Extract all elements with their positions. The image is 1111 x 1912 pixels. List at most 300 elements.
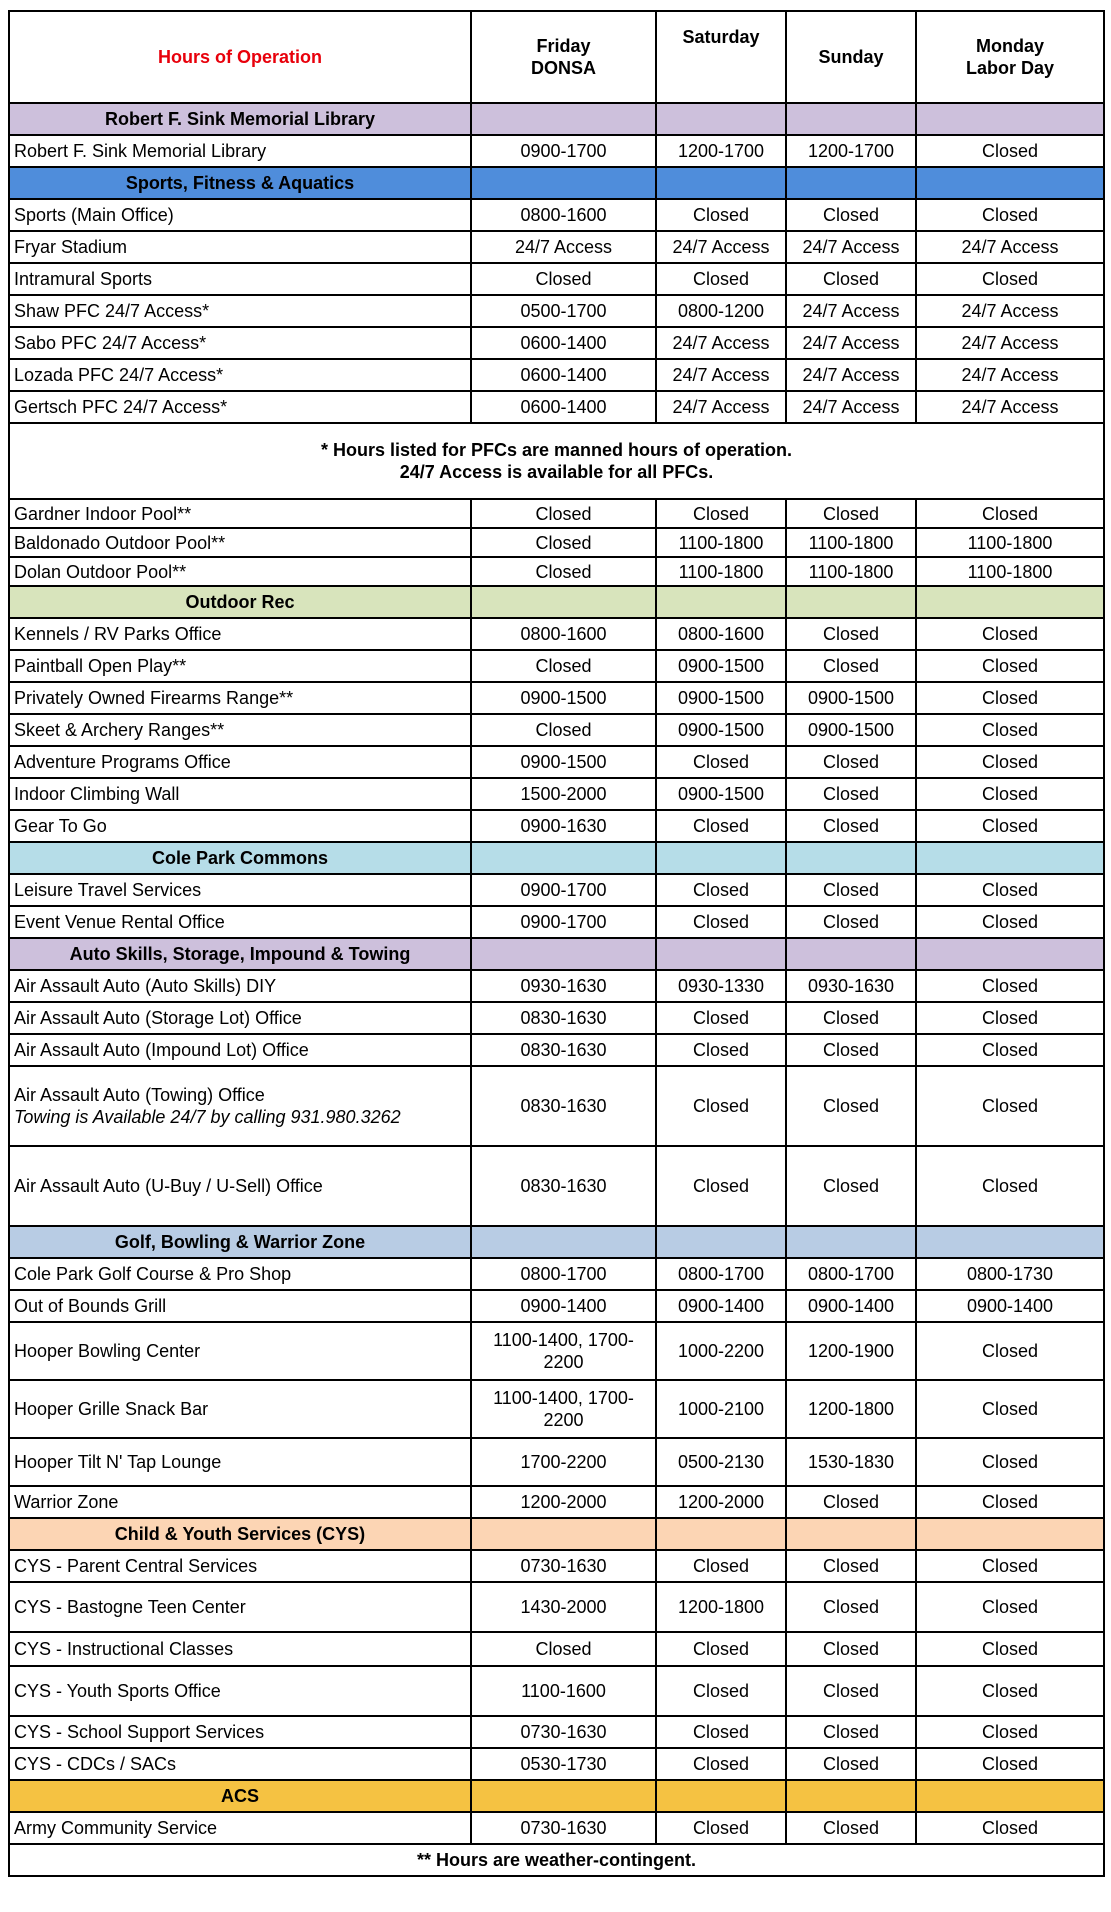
table-row [9,1486,1104,1518]
section-fill-cell [916,103,1104,135]
section-fill-cell [916,1780,1104,1812]
hours-cell-monday: 24/7 Access [916,231,1104,263]
hours-cell-sunday: 0900-1500 [786,714,916,746]
section-fill-cell [786,938,916,970]
table-row [9,1748,1104,1780]
table-row [9,874,1104,906]
table-row [9,714,1104,746]
section-fill-cell [656,1226,786,1258]
hours-cell-saturday: Closed [656,746,786,778]
table-row [9,359,1104,391]
hours-cell-friday: 1100-1400, 1700-2200 [471,1380,656,1438]
section-fill-cell [916,586,1104,618]
pfc-note-line1: * Hours listed for PFCs are manned hours of operation. [320,440,793,460]
hours-cell-friday: 0800-1600 [471,618,656,650]
table-row [9,1812,1104,1844]
facility-name: Out of Bounds Grill [14,1296,167,1316]
hours-cell-friday: 0500-1700 [471,295,656,327]
hours-cell-monday: Closed [916,1666,1104,1716]
hours-cell-saturday: Closed [656,810,786,842]
hours-cell-monday: Closed [916,1066,1104,1146]
table-row [9,1438,1104,1486]
facility-name-cell [9,1716,471,1748]
hours-cell-monday: Closed [916,499,1104,528]
hours-cell-saturday: Closed [656,1066,786,1146]
hours-cell-sunday: Closed [786,1716,916,1748]
section-fill-cell [656,842,786,874]
section-fill-cell [656,1518,786,1550]
hours-cell-friday: 0730-1630 [471,1550,656,1582]
hours-cell-sunday: Closed [786,1812,916,1844]
hours-cell-monday: Closed [916,874,1104,906]
section-fill-cell [786,586,916,618]
hours-cell-saturday: Closed [656,906,786,938]
table-row [9,906,1104,938]
hours-cell-sunday: Closed [786,1146,916,1226]
table-row [9,199,1104,231]
hours-cell-friday: 0900-1400 [471,1290,656,1322]
facility-name-cell [9,1290,471,1322]
facility-name: Hooper Grille Snack Bar [14,1399,209,1419]
pfc-note-line2: 24/7 Access is available for all PFCs. [399,462,714,482]
hours-cell-saturday: 0900-1500 [656,682,786,714]
section-fill-cell [656,938,786,970]
table-row [9,263,1104,295]
hours-cell-sunday: Closed [786,1066,916,1146]
hours-cell-friday: Closed [471,650,656,682]
facility-name: Hooper Bowling Center [14,1341,201,1361]
section-fill-cell [786,1518,916,1550]
hours-cell-monday: 24/7 Access [916,295,1104,327]
hours-cell-monday: Closed [916,1550,1104,1582]
section-fill-cell [916,167,1104,199]
hours-cell-monday: 1100-1800 [916,528,1104,557]
hours-cell-saturday: Closed [656,1002,786,1034]
section-fill-cell [786,167,916,199]
hours-cell-saturday: Closed [656,1716,786,1748]
hours-cell-saturday: 0930-1330 [656,970,786,1002]
section-fill-cell [916,842,1104,874]
hours-cell-friday: 0830-1630 [471,1034,656,1066]
table-row [9,810,1104,842]
hours-cell-sunday: Closed [786,810,916,842]
section-title: Auto Skills, Storage, Impound & Towing [9,938,471,970]
hours-cell-friday: 1100-1600 [471,1666,656,1716]
facility-name-cell [9,231,471,263]
hours-cell-friday: Closed [471,557,656,586]
facility-name: Gardner Indoor Pool** [14,503,192,524]
facility-name: Robert F. Sink Memorial Library [14,141,267,161]
facility-name: CYS - Bastogne Teen Center [14,1597,246,1617]
section-header-outdoor-rec [9,586,1104,618]
hours-cell-monday: Closed [916,1146,1104,1226]
hours-cell-sunday: Closed [786,1486,916,1518]
hours-cell-saturday: 0800-1200 [656,295,786,327]
hours-cell-monday: Closed [916,263,1104,295]
section-header-robert-f-sink-memorial-library [9,103,1104,135]
section-title: Child & Youth Services (CYS) [9,1518,471,1550]
table-row [9,499,1104,528]
hours-cell-monday: Closed [916,199,1104,231]
hours-cell-monday: Closed [916,618,1104,650]
hours-cell-friday: 0530-1730 [471,1748,656,1780]
facility-name-cell [9,1812,471,1844]
section-header-sports-fitness-aquatics [9,167,1104,199]
hours-cell-saturday: 0800-1700 [656,1258,786,1290]
facility-name: Baldonado Outdoor Pool** [14,532,226,553]
hours-cell-saturday: Closed [656,1666,786,1716]
hours-cell-monday: 0900-1400 [916,1290,1104,1322]
table-row [9,295,1104,327]
section-fill-cell [471,1518,656,1550]
hours-cell-sunday: Closed [786,1034,916,1066]
hours-cell-friday: 0900-1700 [471,906,656,938]
hours-cell-saturday: 24/7 Access [656,359,786,391]
col-header-monday-line2: Labor Day [965,58,1055,78]
hours-cell-monday: Closed [916,746,1104,778]
footer-note: ** Hours are weather-contingent. [9,1844,1104,1876]
hours-cell-saturday: 0800-1600 [656,618,786,650]
facility-name: CYS - CDCs / SACs [14,1754,177,1774]
facility-name: Air Assault Auto (Impound Lot) Office [14,1040,309,1060]
hours-cell-sunday: 1530-1830 [786,1438,916,1486]
table-row [9,1632,1104,1666]
facility-name: Air Assault Auto (Storage Lot) Office [14,1008,302,1028]
facility-name-cell [9,778,471,810]
table-row [9,1146,1104,1226]
hours-cell-friday: 0800-1600 [471,199,656,231]
hours-cell-saturday: 0500-2130 [656,1438,786,1486]
hours-cell-friday: 0800-1700 [471,1258,656,1290]
hours-cell-monday: Closed [916,714,1104,746]
hours-cell-saturday: Closed [656,1632,786,1666]
section-title: ACS [9,1780,471,1812]
hours-cell-saturday: Closed [656,199,786,231]
facility-name-cell [9,1582,471,1632]
facility-name-cell [9,682,471,714]
section-title: Golf, Bowling & Warrior Zone [9,1226,471,1258]
facility-name: Army Community Service [14,1818,218,1838]
hours-cell-sunday: 24/7 Access [786,391,916,423]
section-title: Outdoor Rec [9,586,471,618]
section-fill-cell [656,586,786,618]
hours-cell-saturday: Closed [656,1146,786,1226]
section-fill-cell [471,842,656,874]
facility-name-cell [9,1146,471,1226]
facility-name-cell [9,970,471,1002]
facility-name: Fryar Stadium [14,237,128,257]
facility-name-cell [9,618,471,650]
table-row [9,135,1104,167]
table-row [9,1380,1104,1438]
facility-name: Skeet & Archery Ranges** [14,720,225,740]
facility-name: Air Assault Auto (U-Buy / U-Sell) Office [14,1176,323,1196]
hours-cell-saturday: Closed [656,1748,786,1780]
hours-table [8,10,1105,1877]
section-fill-cell [916,1518,1104,1550]
hours-cell-sunday: 1100-1800 [786,528,916,557]
hours-cell-monday: Closed [916,778,1104,810]
section-header-child-youth-services-cys [9,1518,1104,1550]
facility-name-cell [9,1748,471,1780]
hours-cell-monday: Closed [916,135,1104,167]
facility-name-cell [9,1632,471,1666]
facility-name: Kennels / RV Parks Office [14,624,222,644]
hours-cell-saturday: 1000-2100 [656,1380,786,1438]
hours-cell-friday: 0600-1400 [471,391,656,423]
section-fill-cell [471,103,656,135]
table-row [9,778,1104,810]
section-fill-cell [786,103,916,135]
hours-cell-saturday: Closed [656,874,786,906]
hours-cell-sunday: 1200-1700 [786,135,916,167]
hours-cell-monday: Closed [916,1582,1104,1632]
hours-cell-saturday: 1200-1800 [656,1582,786,1632]
section-fill-cell [471,586,656,618]
hours-cell-friday: 0830-1630 [471,1066,656,1146]
facility-name-cell [9,1002,471,1034]
facility-name-cell [9,1666,471,1716]
facility-name: Cole Park Golf Course & Pro Shop [14,1264,292,1284]
table-row [9,557,1104,586]
section-fill-cell [471,938,656,970]
hours-cell-saturday: 0900-1500 [656,778,786,810]
hours-cell-monday: Closed [916,1034,1104,1066]
col-header-sunday [786,11,916,103]
hours-cell-sunday: 1200-1900 [786,1322,916,1380]
table-row [9,391,1104,423]
hours-table-body [9,11,1104,1876]
facility-name-cell [9,1486,471,1518]
table-row [9,746,1104,778]
hours-cell-sunday: 0800-1700 [786,1258,916,1290]
facility-name: Shaw PFC 24/7 Access* [14,301,210,321]
hours-cell-sunday: Closed [786,746,916,778]
hours-cell-sunday: Closed [786,499,916,528]
facility-name-cell [9,528,471,557]
hours-cell-saturday: 24/7 Access [656,327,786,359]
facility-name: Gear To Go [14,816,107,836]
hours-cell-monday: Closed [916,1748,1104,1780]
hours-cell-friday: 0900-1630 [471,810,656,842]
hours-cell-friday: 0900-1500 [471,746,656,778]
hours-cell-sunday: Closed [786,874,916,906]
table-row [9,528,1104,557]
table-row [9,970,1104,1002]
hours-cell-sunday: Closed [786,1666,916,1716]
hours-cell-friday: 0900-1700 [471,874,656,906]
hours-cell-friday: 1500-2000 [471,778,656,810]
hours-cell-saturday: 0900-1400 [656,1290,786,1322]
facility-name-cell [9,746,471,778]
hours-cell-sunday: Closed [786,618,916,650]
section-fill-cell [471,1226,656,1258]
section-title: Cole Park Commons [9,842,471,874]
facility-name: Event Venue Rental Office [14,912,225,932]
hours-cell-sunday: 0900-1500 [786,682,916,714]
section-fill-cell [916,1226,1104,1258]
section-fill-cell [786,1780,916,1812]
facility-name-cell [9,295,471,327]
hours-cell-friday: Closed [471,499,656,528]
section-fill-cell [471,1780,656,1812]
hours-cell-friday: Closed [471,528,656,557]
col-header-saturday-line1: Saturday [682,27,760,47]
col-header-sunday-line1: Sunday [818,47,884,67]
hours-cell-monday: 24/7 Access [916,391,1104,423]
section-title: Sports, Fitness & Aquatics [9,167,471,199]
section-fill-cell [786,842,916,874]
hours-cell-sunday: Closed [786,778,916,810]
facility-name: Sabo PFC 24/7 Access* [14,333,207,353]
facility-name: Privately Owned Firearms Range** [14,688,294,708]
hours-cell-sunday: Closed [786,1582,916,1632]
hours-cell-friday: 0830-1630 [471,1146,656,1226]
hours-cell-monday: Closed [916,1322,1104,1380]
hours-cell-saturday: 1200-2000 [656,1486,786,1518]
hours-cell-saturday: 0900-1500 [656,714,786,746]
facility-name-cell [9,1066,471,1146]
hours-cell-friday: Closed [471,714,656,746]
table-row [9,1322,1104,1380]
hours-cell-friday: 1430-2000 [471,1582,656,1632]
hours-cell-monday: Closed [916,906,1104,938]
facility-name: CYS - Youth Sports Office [14,1681,221,1701]
page-title: Hours of Operation [9,11,471,103]
facility-name-cell [9,874,471,906]
hours-cell-monday: Closed [916,810,1104,842]
hours-cell-monday: Closed [916,1486,1104,1518]
facility-name-cell [9,359,471,391]
table-row [9,1258,1104,1290]
hours-cell-saturday: 0900-1500 [656,650,786,682]
hours-cell-monday: Closed [916,1002,1104,1034]
hours-cell-monday: 1100-1800 [916,557,1104,586]
hours-cell-friday: Closed [471,263,656,295]
hours-cell-monday: Closed [916,1438,1104,1486]
section-fill-cell [656,103,786,135]
section-header-golf-bowling-warrior-zone [9,1226,1104,1258]
facility-name: Adventure Programs Office [14,752,231,772]
facility-name: CYS - Instructional Classes [14,1639,234,1659]
hours-cell-monday: Closed [916,1380,1104,1438]
hours-cell-monday: Closed [916,650,1104,682]
col-header-friday [471,11,656,103]
hours-cell-friday: 0900-1500 [471,682,656,714]
hours-cell-monday: Closed [916,970,1104,1002]
facility-name-cell [9,714,471,746]
facility-name-cell [9,1322,471,1380]
hours-cell-sunday: 1100-1800 [786,557,916,586]
hours-cell-saturday: Closed [656,499,786,528]
hours-cell-monday: 24/7 Access [916,327,1104,359]
hours-cell-friday: 0730-1630 [471,1716,656,1748]
facility-name: Air Assault Auto (Towing) Office [14,1085,265,1105]
section-title: Robert F. Sink Memorial Library [9,103,471,135]
facility-name: Dolan Outdoor Pool** [14,561,187,582]
hours-cell-sunday: Closed [786,1550,916,1582]
facility-name-cell [9,391,471,423]
hours-cell-friday: 24/7 Access [471,231,656,263]
facility-name: Air Assault Auto (Auto Skills) DIY [14,976,277,996]
hours-cell-saturday: 1000-2200 [656,1322,786,1380]
facility-name: Lozada PFC 24/7 Access* [14,365,224,385]
table-row [9,231,1104,263]
table-row [9,327,1104,359]
hours-cell-friday: 1700-2200 [471,1438,656,1486]
facility-name: CYS - School Support Services [14,1722,265,1742]
hours-cell-friday: 0600-1400 [471,359,656,391]
facility-name: Sports (Main Office) [14,205,174,225]
facility-name-cell [9,1438,471,1486]
table-row [9,618,1104,650]
hours-cell-monday: Closed [916,1716,1104,1748]
facility-name: Indoor Climbing Wall [14,784,180,804]
facility-name-cell [9,906,471,938]
table-row [9,1034,1104,1066]
hours-cell-monday: 24/7 Access [916,359,1104,391]
hours-cell-sunday: Closed [786,1002,916,1034]
facility-name: CYS - Parent Central Services [14,1556,258,1576]
hours-cell-friday: Closed [471,1632,656,1666]
facility-name-cell [9,1034,471,1066]
facility-name: Paintball Open Play** [14,656,187,676]
facility-name-cell [9,1550,471,1582]
facility-name-cell [9,810,471,842]
table-row [9,1002,1104,1034]
section-fill-cell [786,1226,916,1258]
facility-name: Intramural Sports [14,269,153,289]
hours-cell-sunday: 24/7 Access [786,327,916,359]
facility-name-cell [9,135,471,167]
table-row [9,1582,1104,1632]
facility-name-cell [9,327,471,359]
table-row [9,682,1104,714]
hours-cell-sunday: 24/7 Access [786,231,916,263]
hours-cell-friday: 0930-1630 [471,970,656,1002]
facility-name-cell [9,650,471,682]
hours-cell-monday: Closed [916,682,1104,714]
hours-cell-friday: 0730-1630 [471,1812,656,1844]
facility-subnote: Towing is Available 24/7 by calling 931.980.3262 [14,1107,401,1127]
hours-cell-sunday: Closed [786,1632,916,1666]
hours-cell-saturday: 1100-1800 [656,528,786,557]
table-row [9,1550,1104,1582]
hours-cell-saturday: 1200-1700 [656,135,786,167]
section-fill-cell [656,167,786,199]
col-header-friday-line1: Friday [536,36,591,56]
section-header-acs [9,1780,1104,1812]
hours-cell-sunday: Closed [786,650,916,682]
section-header-auto-skills-storage-impound-towing [9,938,1104,970]
footer-note-row [9,1844,1104,1876]
hours-cell-saturday: Closed [656,1034,786,1066]
pfc-note-row [9,423,1104,499]
section-fill-cell [656,1780,786,1812]
hours-cell-saturday: 24/7 Access [656,391,786,423]
facility-name: Warrior Zone [14,1492,119,1512]
table-row [9,650,1104,682]
col-header-friday-line2: DONSA [530,58,596,78]
table-row [9,1666,1104,1716]
section-fill-cell [916,938,1104,970]
hours-cell-sunday: 0930-1630 [786,970,916,1002]
facility-name-cell [9,499,471,528]
facility-name: Leisure Travel Services [14,880,202,900]
hours-cell-sunday: 24/7 Access [786,295,916,327]
header-row [9,11,1104,103]
hours-cell-friday: 1200-2000 [471,1486,656,1518]
